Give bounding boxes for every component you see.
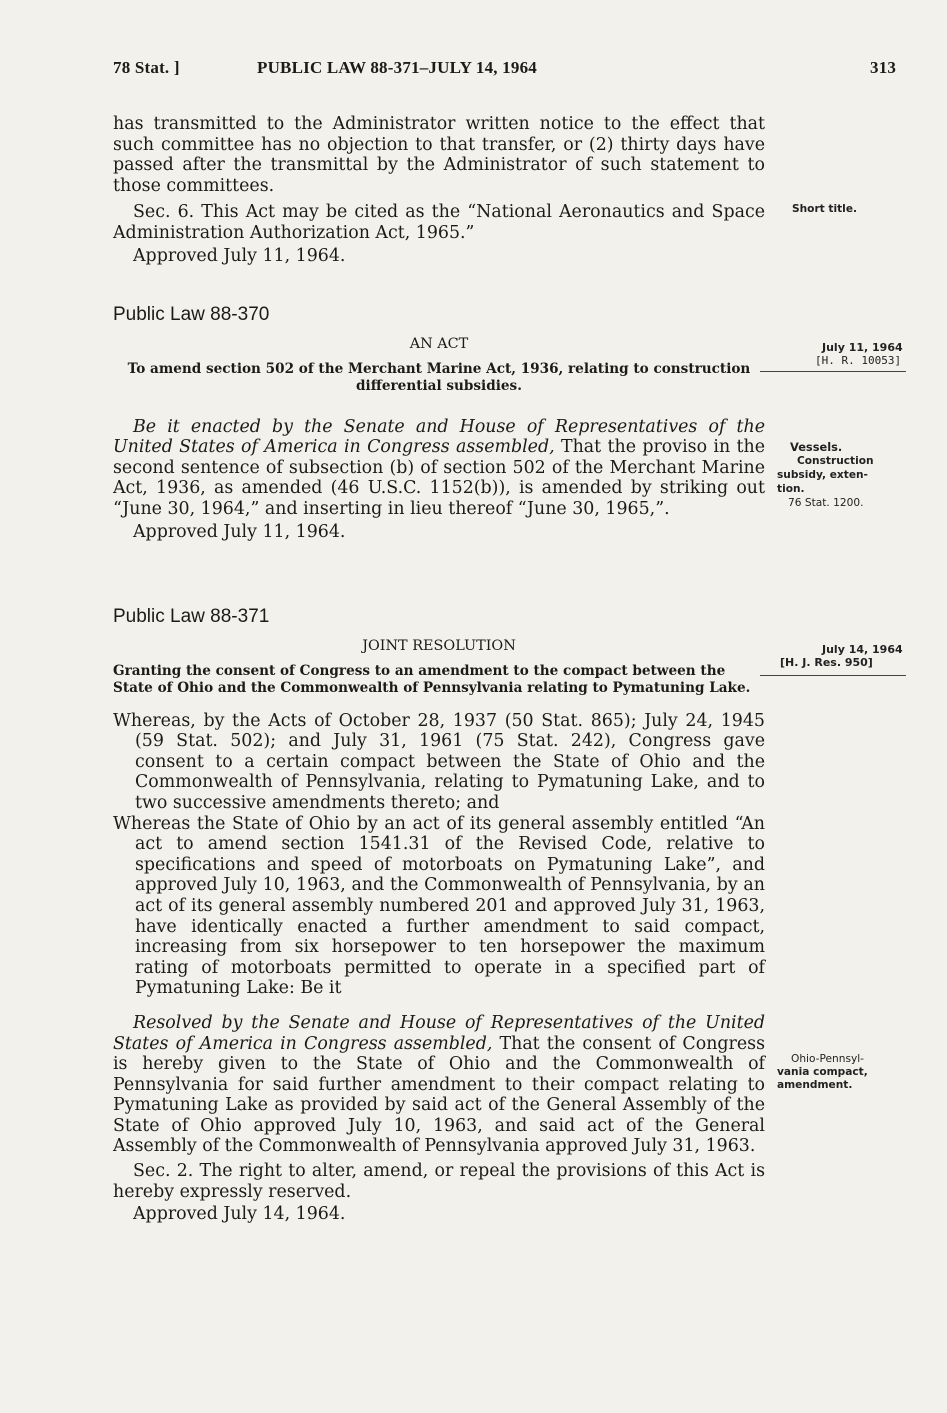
law-370-block (113, 334, 765, 542)
law-370-enacting-clause (113, 417, 765, 520)
law-371-block (113, 636, 765, 1225)
margin-note-stat-ref: 76 Stat. 1200. (788, 497, 864, 509)
margin-note-371-date: July 14, 1964 (822, 643, 903, 656)
page-number: 313 (870, 58, 897, 77)
approved-88-369: Approved July 11, 1964. (133, 245, 346, 266)
section-6: Sec. 6. This Act may be cited as the “National Aeronautics and Space Administration Authorization Act, 1965.” (113, 202, 765, 243)
header-stat-ref: 78 Stat. ] (113, 58, 180, 77)
resolving-formula: Resolved by the Senate and House of Representatives of the United States of America in Congress assembled, (113, 1012, 765, 1054)
law-371-heading: Public Law 88-371 (113, 606, 270, 627)
margin-note-construction: Construction (797, 455, 874, 467)
margin-note-ohio-1: Ohio-Pennsyl- (791, 1053, 865, 1065)
section-2: Sec. 2. The right to alter, amend, or repeal the provisions of this Act is hereby expressly reserved. (113, 1161, 765, 1202)
margin-rule-370 (760, 371, 906, 372)
margin-note-ohio-2: vania compact, (777, 1066, 868, 1078)
margin-note-370-date: July 11, 1964 (822, 341, 903, 354)
margin-note-vessels: Vessels. (790, 440, 843, 454)
whereas-clause-2: Whereas the State of Ohio by an act of its general assembly entitled “An act to amend section 1541.31 of the Revised Code, relative to specifications and speed of motorboats on Pymatuning Lake”, and approved July 10, 1963, and the Commonwealth of Pennsylvania, by an act of its general assembly numbered 201 and approved July 31, 1963, have identically enacted a further amendment to said compact, increasing from six horsepower to ten horsepower the maximum rating of motorboats permitted to operate in a specified part of Pymatuning Lake: Be it (113, 813, 765, 999)
resolving-clause (113, 1013, 765, 1157)
margin-note-ohio-3: amendment. (777, 1079, 853, 1091)
law-371-title: Granting the consent of Congress to an amendment to the compact between the State of Ohio and the Commonwealth of Pennsylvania relating to Pymatuning Lake. (113, 662, 751, 696)
approved-88-371: Approved July 14, 1964. (133, 1204, 346, 1225)
law-370-heading: Public Law 88-370 (113, 304, 270, 325)
margin-note-subsidy: subsidy, exten- (777, 469, 868, 481)
resolving-body: That the consent of Congress is hereby given to the State of Ohio and the Commonwealth of Pennsylvania for said further amendment to their compact relating to Pymatuning Lake as provided by said act of the General Assembly of the State of Ohio approved July 10, 1963, and said act of the General Assembly of the Commonwealth of Pennsylvania approved July 31, 1963. (113, 1033, 765, 1157)
continuation-text: has transmitted to the Administrator written notice to the effect that such committee has no objection to that transfer, or (2) thirty days have passed after the transmittal by the Administrator of such statement to those committees. (113, 114, 765, 196)
law-370-title: To amend section 502 of the Merchant Marine Act, 1936, relating to construction differential subsidies. (127, 360, 751, 394)
whereas-clause-1: Whereas, by the Acts of October 28, 1937 (50 Stat. 865); July 24, 1945 (59 Stat. 502); and July 31, 1961 (75 Stat. 242), Congress gave consent to a certain compact between the State of Ohio and the Commonwealth of Pennsylvania, relating to Pymatuning Lake, and to two successive amendments thereto; and (113, 710, 765, 813)
margin-note-370-bill: [H. R. 10053] (815, 354, 902, 367)
margin-note-short-title: Short title. (792, 203, 858, 215)
enacting-formula: Be it enacted by the Senate and House of Representatives of the United States of America in Congress assembled, (113, 416, 765, 458)
law-370-act-label: AN ACT (409, 336, 469, 352)
margin-rule-371 (760, 675, 906, 676)
law-371-act-label: JOINT RESOLUTION (362, 638, 516, 654)
margin-note-tion: tion. (777, 483, 805, 495)
approved-88-370: Approved July 11, 1964. (133, 521, 346, 542)
continuation-block (113, 114, 765, 266)
header-title: PUBLIC LAW 88-371–JULY 14, 1964 (257, 58, 537, 77)
margin-note-371-bill: [H. J. Res. 950] (780, 656, 873, 669)
enacting-body: That the proviso in the second sentence of subsection (b) of section 502 of the Merchant Marine Act, 1936, as amended (46 U.S.C. 1152(b)), is amended by striking out “June 30, 1964,” and inserting in lieu thereof “June 30, 1965,”. (113, 437, 765, 519)
